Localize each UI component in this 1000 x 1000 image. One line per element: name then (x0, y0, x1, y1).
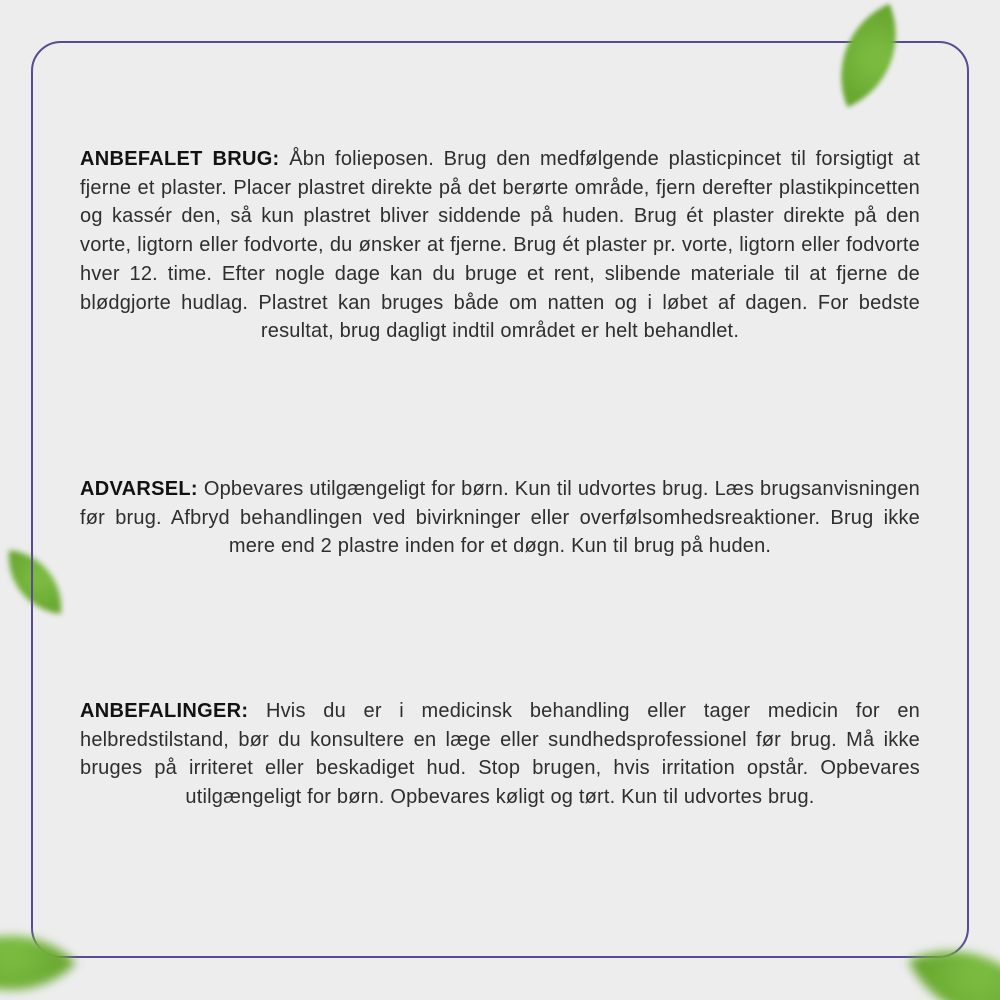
warning-paragraph (80, 475, 920, 561)
recommendations-body: Hvis du er i medicinsk behandling eller tager medicin for en helbredstilstand, bør du konsultere en læge eller sundhedsprofessionel før brug. Må ikke bruges på irriteret eller beskadiget hud. Stop brugen, hvis irritation opstår. Opbevares utilgængeligt for børn. Opbevares køligt og tørt. Kun til udvortes brug. (80, 700, 920, 809)
recommendations-heading: ANBEFALINGER: (80, 700, 249, 722)
recommended-use-heading: ANBEFALET BRUG: (80, 148, 280, 170)
warning-heading: ADVARSEL: (80, 478, 198, 500)
recommended-use-body: Åbn folieposen. Brug den medfølgende plasticpincet til forsigtigt at fjerne et plaster. Placer plastret direkte på det berørte område, fjern derefter plastikpincetten og kassér den, så kun plastret bliver siddende på huden. Brug ét plaster direkte på den vorte, ligtorn eller fodvorte, du ønsker at fjerne. Brug ét plaster pr. vorte, ligtorn eller fodvorte hver 12. time. Efter nogle dage kan du bruge et rent, slibende materiale til at fjerne de blødgjorte hudlag. Plastret kan bruges både om natten og i løbet af dagen. For bedste resultat, brug dagligt indtil området er helt behandlet. (80, 148, 921, 343)
recommended-use-paragraph (80, 145, 920, 346)
recommendations-paragraph (80, 697, 920, 812)
warning-body: Opbevares utilgængeligt for børn. Kun til udvortes brug. Læs brugsanvisningen før brug. Afbryd behandlingen ved bivirkninger eller overfølsomhedsreaktioner. Brug ikke mere end 2 plastre inden for et døgn. Kun til brug på huden. (80, 478, 920, 558)
